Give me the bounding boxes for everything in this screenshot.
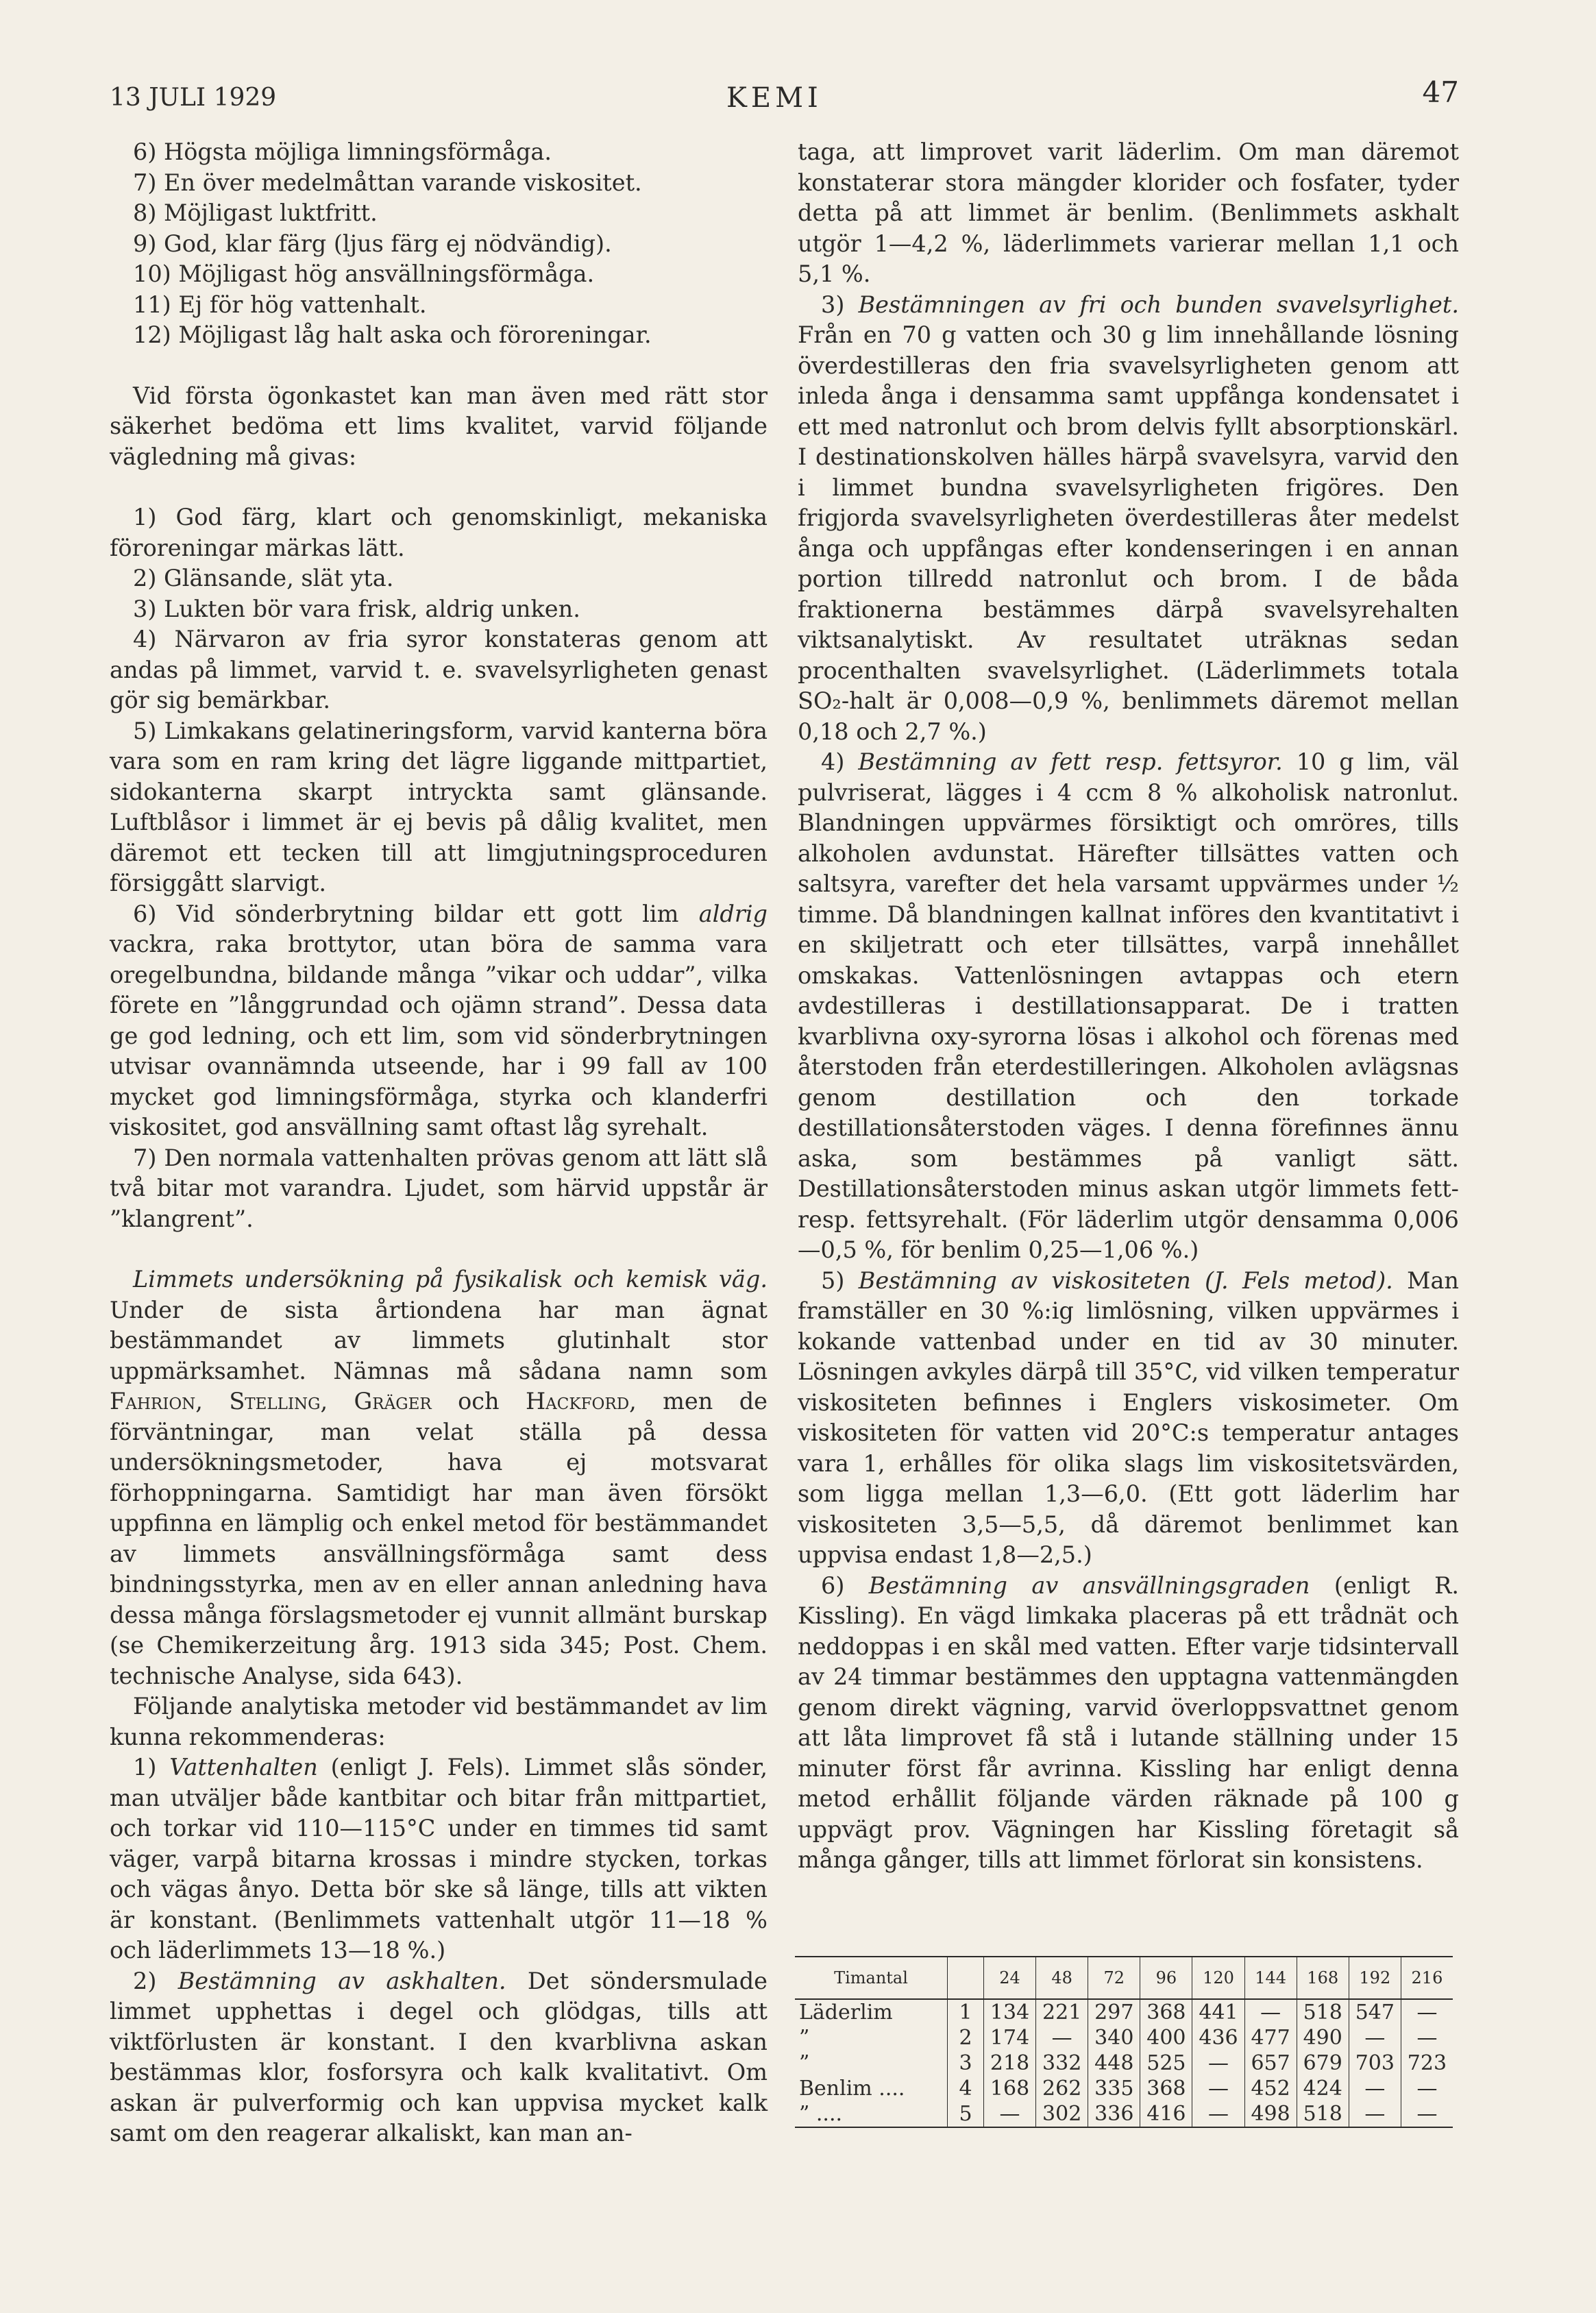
list-item: 8) Möjligast luktfritt. bbox=[133, 199, 378, 226]
header-cell: 192 bbox=[1349, 1957, 1401, 1999]
table-cell: 477 bbox=[1244, 2025, 1297, 2051]
header-cell: 96 bbox=[1140, 1957, 1192, 1999]
table-cell: 168 bbox=[984, 2076, 1036, 2101]
header-cell: 216 bbox=[1401, 1957, 1453, 1999]
method-5: 5) Bestämning av viskositeten (J. Fels metod). Man framställer en 30 %:ig limlösning, vilken uppvärmes i kokande vattenbad under en tid av 30 minuter. Lösningen avkyles därpå till 35°C, vid vilken temperatur viskositeten befinnes i Englers viskosimeter. Om viskositeten för vatten vid 20°C:s temperatur antages vara 1, erhålles för olika slags lim viskositetsvärden, som ligga mellan 1,3—6,0. (Ett gott läderlim har viskositeten 3,5—5,5, då däremot benlimmet kan uppvisa endast 1,8—2,5.) bbox=[798, 1266, 1460, 1568]
table-cell: 518 bbox=[1297, 1999, 1349, 2025]
table-cell: 441 bbox=[1192, 1999, 1244, 2025]
list-item: 7) En över medelmåttan varande viskositet. bbox=[133, 169, 642, 196]
table-row bbox=[795, 1999, 1453, 2025]
list-item: 9) God, klar färg (ljus färg ej nödvändig). bbox=[133, 230, 612, 257]
table-cell: 400 bbox=[1140, 2025, 1192, 2051]
list-item: 2) Glänsande, slät yta. bbox=[133, 565, 394, 591]
methods-intro: Följande analytiska metoder vid bestämmandet av lim kunna rekommenderas: bbox=[110, 1693, 768, 1750]
table-cell: 221 bbox=[1036, 1999, 1088, 2025]
paragraph-continuation: taga, att limprovet varit läderlim. Om man däremot konstaterar stora mängder klorider och fosfater, tyder detta på att limmet är benlim. (Benlimmets askhalt utgör 1—4,2 %, läderlimmets varierar mellan 1,1 och 5,1 %. bbox=[798, 138, 1459, 287]
list-item: 5) Limkakans gelatineringsform, varvid kanterna böra vara som en ram kring det lägre liggande mittpartiet, sidokanterna skarpt intryckta samt glänsande. Luftblåsor i limmet är ej bevis på dålig kvalitet, men däremot ett tecken till att limgjutningsproceduren försiggått slarvigt. bbox=[110, 717, 768, 896]
right-column bbox=[798, 137, 1459, 1876]
table-cell: 3 bbox=[948, 2051, 984, 2076]
table-cell: — bbox=[1192, 2076, 1244, 2101]
list-item: 4) Närvaron av fria syror konstateras genom att andas på limmet, varvid t. e. svavelsyrligheten genast gör sig bemärkbar. bbox=[110, 626, 768, 713]
table-cell: Benlim .... bbox=[799, 2077, 905, 2101]
swelling-table bbox=[795, 1956, 1453, 2128]
requirements-list bbox=[110, 137, 768, 351]
table-cell: 679 bbox=[1297, 2051, 1349, 2076]
table-cell: — bbox=[1349, 2076, 1401, 2101]
table-cell: 525 bbox=[1140, 2051, 1192, 2076]
table-cell: 340 bbox=[1088, 2025, 1140, 2051]
table-cell: ” .... bbox=[799, 2102, 843, 2126]
table-cell: 368 bbox=[1140, 1999, 1192, 2025]
table-row bbox=[795, 2025, 1453, 2051]
table-cell: — bbox=[1349, 2101, 1401, 2127]
list-item: 3) Lukten bör vara frisk, aldrig unken. bbox=[133, 595, 580, 622]
table-cell: 490 bbox=[1297, 2025, 1349, 2051]
list-item: 10) Möjligast hög ansvällningsförmåga. bbox=[133, 260, 595, 287]
table-row bbox=[795, 2076, 1453, 2101]
table-cell: 4 bbox=[948, 2076, 984, 2101]
table-cell: ” bbox=[799, 2051, 810, 2075]
header-cell bbox=[948, 1957, 984, 1999]
table-cell: 416 bbox=[1140, 2101, 1192, 2127]
issue-date: 13 JULI 1929 bbox=[110, 84, 277, 112]
table-header-row bbox=[795, 1957, 1453, 1999]
list-item: 11) Ej för hög vattenhalt. bbox=[133, 291, 427, 318]
table-cell: 332 bbox=[1036, 2051, 1088, 2076]
table-cell: — bbox=[984, 2101, 1036, 2127]
header-cell: Timantal bbox=[834, 1968, 908, 1987]
header-cell: 24 bbox=[984, 1957, 1036, 1999]
table-cell: 368 bbox=[1140, 2076, 1192, 2101]
data-table bbox=[795, 1956, 1453, 2128]
header-cell: 72 bbox=[1088, 1957, 1140, 1999]
method-3: 3) Bestämningen av fri och bunden svavelsyrlighet. Från en 70 g vatten och 30 g lim innehållande lösning överdestilleras den fria svavelsyrligheten genom att inleda ånga i densamma samt uppfånga kondensatet i ett med natronlut och brom delvis fyllt absorptionskärl. I destinationskolven hälles härpå svavelsyra, varvid den i limmet bundna svavelsyrligheten frigöres. Den frigjorda svavelsyrligheten överdestilleras åter medelst ånga och uppfångas efter kondenseringen i en annan portion tillredd natronlut och brom. I de båda fraktionerna bestämmes därpå svavelsyrehalten viktsanalytiskt. Av resultatet uträknas sedan procenthalten svavelsyrlighet. (Läderlimmets totala SO₂-halt är 0,008—0,9 %, benlimmets däremot mellan 0,18 och 2,7 %.) bbox=[798, 291, 1459, 745]
table-row bbox=[795, 2101, 1453, 2127]
method-4: 4) Bestämning av fett resp. fettsyror. 10 g lim, väl pulvriserat, lägges i 4 ccm 8 % alkoholisk natronlut. Blandningen uppvärmes försiktigt och omröres, tills alkoholen avdunstat. Härefter tillsättes vatten och saltsyra, varefter det hela varsamt uppvärmes under ½ timme. Då blandningen kallnat införes den kvantitativt i en skiljetratt och eter tillsättes, varpå innehållet omskakas. Vattenlösningen avtappas och etern avdestilleras i destillationsapparat. De i tratten kvarblivna oxy-syrorna lösas i alkohol och förenas med återstoden från eterdestilleringen. Alkoholen avlägsnas genom destillation och den torkade destillationsåterstoden väges. I denna förefinnes ännu aska, som bestämmes på vanligt sätt. Destillationsåterstoden minus askan utgör limmets fett- resp. fettsyrehalt. (För läderlim utgör densamma 0,006—0,5 %, för benlim 0,25—1,06 %.) bbox=[798, 748, 1459, 1263]
page-header bbox=[0, 69, 1596, 117]
table-cell: — bbox=[1401, 2025, 1453, 2051]
table-cell: — bbox=[1401, 1999, 1453, 2025]
table-cell: — bbox=[1036, 2025, 1088, 2051]
table-cell: — bbox=[1192, 2051, 1244, 2076]
table-cell: 424 bbox=[1297, 2076, 1349, 2101]
method-2: 2) Bestämning av askhalten. Det söndersmulade limmet upphettas i degel och glödgas, tills att viktförlusten är konstant. I den kvarblivna askan bestämmas klor, fosforsyra och kalk kvalitativt. Om askan är pulverformig och kan uppvisa mycket kalk samt om den reagerar alkaliskt, kan man an- bbox=[110, 1967, 768, 2146]
table-cell: — bbox=[1349, 2025, 1401, 2051]
journal-title: KEMI bbox=[726, 82, 822, 114]
table-cell: 518 bbox=[1297, 2101, 1349, 2127]
table-cell: Läderlim bbox=[799, 2000, 893, 2024]
table-cell: 297 bbox=[1088, 1999, 1140, 2025]
table-cell: 302 bbox=[1036, 2101, 1088, 2127]
table-cell: 336 bbox=[1088, 2101, 1140, 2127]
table-cell: 547 bbox=[1349, 1999, 1401, 2025]
table-cell: 452 bbox=[1244, 2076, 1297, 2101]
table-cell: 436 bbox=[1192, 2025, 1244, 2051]
table-cell: 5 bbox=[948, 2101, 984, 2127]
table-cell: 218 bbox=[984, 2051, 1036, 2076]
table-cell: 703 bbox=[1349, 2051, 1401, 2076]
table-cell: — bbox=[1401, 2101, 1453, 2127]
table-cell: 262 bbox=[1036, 2076, 1088, 2101]
table-row bbox=[795, 2051, 1453, 2076]
section-paragraph: Limmets undersökning på fysikalisk och kemisk väg. Under de sista årtiondena har man ägnat bestämmandet av limmets glutinhalt stor uppmärksamhet. Nämnas må sådana namn som Fahrion, Stelling, Gräger och Hackford, men de förväntningar, man velat ställa på dessa undersökningsmetoder, hava ej motsvarat förhoppningarna. Samtidigt har man även försökt uppfinna en lämplig och enkel metod för bestämmandet av limmets ansvällningsförmåga samt dess bindningsstyrka, men av en eller annan anledning hava dessa många förslagsmetoder ej vunnit allmänt burskap (se Chemikerzeitung årg. 1913 sida 345; Post. Chem. technische Analyse, sida 643). bbox=[110, 1266, 768, 1689]
table-cell: — bbox=[1401, 2076, 1453, 2101]
table-cell: 498 bbox=[1244, 2101, 1297, 2127]
section-title: Limmets undersökning på fysikalisk och kemisk väg. bbox=[133, 1266, 768, 1293]
table-cell: 657 bbox=[1244, 2051, 1297, 2076]
header-cell: 120 bbox=[1192, 1957, 1244, 1999]
table-cell: 335 bbox=[1088, 2076, 1140, 2101]
table-cell: 2 bbox=[948, 2025, 984, 2051]
table-cell: ” bbox=[799, 2026, 810, 2050]
table-cell: 134 bbox=[984, 1999, 1036, 2025]
intro-paragraph: Vid första ögonkastet kan man även med rätt stor säkerhet bedöma ett lims kvalitet, varvid följande vägledning må givas: bbox=[110, 382, 768, 470]
page-number: 47 bbox=[1422, 75, 1459, 109]
list-item: 6) Vid sönderbrytning bildar ett gott lim aldrig vackra, raka brottytor, utan böra de samma vara oregelbundna, bildande många ”vikar och uddar”, vilka förete en ”långgrundad och ojämn strand”. Dessa data ge god ledning, och ett lim, som vid sönderbrytningen utvisar ovannämnda utseende, har i 99 fall av 100 mycket god limningsförmåga, styrka och klanderfri viskositet, god ansvällning samt oftast låg syrehalt. bbox=[110, 900, 768, 1140]
list-item: 6) Högsta möjliga limningsförmåga. bbox=[133, 138, 552, 165]
table-cell: 174 bbox=[984, 2025, 1036, 2051]
left-column bbox=[110, 137, 768, 2149]
method-1: 1) Vattenhalten (enligt J. Fels). Limmet slås sönder, man utväljer både kantbitar och bitar från mittpartiet, och torkar vid 110—115°C under en timmes tid samt väger, varpå bitarna krossas i mindre stycken, torkas och vägas ånyo. Detta bör ske så länge, tills att vikten är konstant. (Benlimmets vattenhalt utgör 11—18 % och läderlimmets 13—18 %.) bbox=[110, 1754, 768, 1963]
header-cell: 48 bbox=[1036, 1957, 1088, 1999]
list-item: 7) Den normala vattenhalten prövas genom att lätt slå två bitar mot varandra. Ljudet, som härvid uppstår är ”klangrent”. bbox=[110, 1144, 768, 1232]
list-item: 1) God färg, klart och genomskinligt, mekaniska föroreningar märkas lätt. bbox=[110, 504, 768, 561]
method-6: 6) Bestämning av ansvällningsgraden (enligt R. Kissling). En vägd limkaka placeras på ett trådnät och neddoppas i en skål med vatten. Efter varje tidsintervall av 24 timmar bestämmes den upptagna vattenmängden genom direkt vägning, varvid överloppsvattnet genom att låta limprovet få stå i lutande ställning under 15 minuter först får avrinna. Kissling har enligt denna metod erhållit följande värden räknade på 100 g uppvägt prov. Vägningen har Kissling företagit så många gånger, tills att limmet förlorat sin konsistens. bbox=[798, 1571, 1459, 1873]
header-cell: 168 bbox=[1297, 1957, 1349, 1999]
table-cell: — bbox=[1244, 1999, 1297, 2025]
table-cell: 448 bbox=[1088, 2051, 1140, 2076]
table-cell: 723 bbox=[1401, 2051, 1453, 2076]
list-item: 12) Möjligast låg halt aska och föroreningar. bbox=[133, 321, 652, 348]
header-cell: 144 bbox=[1244, 1957, 1297, 1999]
table-cell: — bbox=[1192, 2101, 1244, 2127]
table-cell: 1 bbox=[948, 1999, 984, 2025]
